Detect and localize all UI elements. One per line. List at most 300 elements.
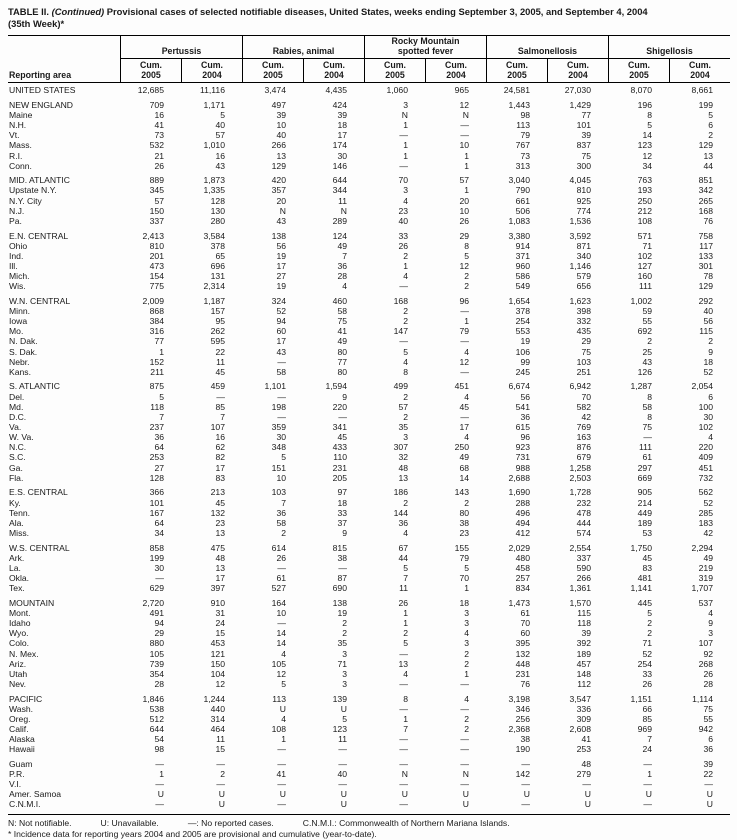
value-cell: 4 [403,195,408,206]
value-cell: 420 [271,175,286,186]
reporting-area-cell: E.S. CENTRAL [9,487,68,498]
value-cell: 1,287 [630,381,652,392]
table-row [8,734,730,744]
value-cell: 33 [337,507,347,518]
reporting-area-cell: V.I. [9,779,22,790]
value-cell: 880 [149,638,164,649]
reporting-area-cell: Tenn. [9,507,31,518]
value-cell: 4 [403,356,408,367]
value-cell: — [277,758,286,769]
value-cell: 95 [215,316,225,327]
value-cell: 5 [647,607,652,618]
value-cell: 2 [464,497,469,508]
value-cell: 48 [215,552,225,563]
value-cell: 2,554 [569,542,591,553]
value-cell: 58 [337,306,347,316]
value-cell: 1 [281,734,286,745]
value-cell: 113 [516,120,530,131]
reporting-area-cell: N. Mex. [9,648,39,659]
value-cell: U [218,789,225,800]
value-cell: 164 [271,597,286,608]
group-label-line2: Pertussis [161,45,202,56]
table-body [8,85,730,809]
value-cell: 5 [220,109,225,120]
value-cell: 2,413 [142,230,164,241]
value-cell: 250 [637,195,652,206]
value-cell: 2 [464,648,469,659]
value-cell: 111 [638,442,652,453]
value-cell: 1,244 [203,693,225,704]
reporting-area-cell: MOUNTAIN [9,597,55,608]
value-cell: 1,570 [569,597,591,608]
value-cell: 142 [515,769,530,780]
value-cell: U [279,703,286,714]
value-cell: — [277,618,286,629]
value-cell: 341 [332,422,347,433]
value-cell: 1,187 [203,295,225,306]
value-cell: 75 [337,316,347,327]
table-row [8,381,730,391]
value-cell: 32 [398,452,408,463]
value-cell: 83 [642,562,652,573]
value-cell: 17 [459,422,469,433]
value-cell: 132 [210,507,225,518]
value-cell: 7 [403,573,408,584]
value-cell: — [460,130,469,141]
value-cell: 41 [581,734,591,745]
table-section [8,100,730,171]
reporting-area-cell: Wis. [9,281,26,292]
table-row [8,563,730,573]
value-cell: 354 [149,668,164,679]
value-cell: 925 [576,195,591,206]
footnote-asterisk: * Incidence data for reporting years 2004 and 2005 are provisional and cumulative (year-to-date). [8,828,377,839]
value-cell: — [460,758,469,769]
value-cell: 2 [647,336,652,347]
value-cell: 3 [403,99,408,110]
value-cell: 11 [338,734,347,745]
value-cell: 16 [154,109,164,120]
value-cell: 22 [703,769,713,780]
value-cell: 57 [215,130,225,141]
value-cell: 58 [642,401,652,412]
value-cell: 186 [393,487,408,498]
value-cell: 201 [149,250,164,261]
table-row [8,463,730,473]
value-cell: — [643,779,652,790]
value-cell: 12 [276,668,286,679]
value-cell: 52 [642,648,652,659]
value-cell: 2 [464,271,469,282]
value-cell: 2 [403,497,408,508]
value-cell: 3,040 [508,175,530,186]
value-cell: 342 [698,185,713,196]
value-cell: 7 [281,497,286,508]
value-cell: 168 [698,205,713,216]
value-cell: 199 [698,99,713,110]
value-cell: 17 [276,260,286,271]
value-cell: 39 [337,109,347,120]
value-cell: 348 [271,442,286,453]
value-cell: 24 [215,618,225,629]
reporting-area-cell: N. Dak. [9,336,38,347]
value-cell: 17 [215,573,225,584]
value-cell: 769 [576,422,591,433]
value-cell: 132 [515,648,530,659]
value-cell: 7 [342,250,347,261]
column-group-salmonellosis [486,36,608,59]
value-cell: 16 [215,432,225,443]
value-cell: 17 [337,130,347,141]
value-cell: 457 [576,658,591,669]
value-cell: 1 [403,120,408,131]
value-cell: 38 [520,734,530,745]
table-row [8,498,730,508]
value-cell: 292 [698,295,713,306]
value-cell: 2 [403,316,408,327]
value-cell: 541 [515,401,530,412]
value-cell: 94 [276,316,286,327]
value-cell: 133 [698,250,713,261]
value-cell: 2 [464,713,469,724]
value-cell: 49 [337,336,347,347]
value-cell: 40 [276,130,286,141]
value-cell: 8 [403,366,408,377]
value-cell: 48 [581,758,591,769]
value-cell: 13 [398,472,408,483]
reporting-area-cell: N.Y. City [9,195,42,206]
value-cell: 41 [276,769,286,780]
value-cell: 18 [337,497,347,508]
value-cell: 22 [215,346,225,357]
value-cell: 26 [154,160,164,171]
value-cell: 45 [215,366,225,377]
value-cell: 38 [337,552,347,563]
value-cell: 67 [398,542,408,553]
value-cell: 193 [637,185,652,196]
value-cell: 79 [459,326,469,337]
value-cell: 553 [515,326,530,337]
value-cell: 214 [637,497,652,508]
value-cell: 129 [698,281,713,292]
value-cell: 1,101 [264,381,286,392]
value-cell: 98 [520,109,530,120]
value-cell: — [399,130,408,141]
value-cell: — [399,678,408,689]
value-cell: 1,536 [569,215,591,226]
value-cell: 359 [271,422,286,433]
value-cell: — [155,758,164,769]
value-cell: 43 [276,215,286,226]
value-cell: 13 [398,658,408,669]
value-cell: 449 [637,507,652,518]
value-cell: 71 [642,240,652,251]
table-row [8,357,730,367]
value-cell: 143 [454,487,469,498]
value-cell: 739 [149,658,164,669]
value-cell: 61 [276,573,286,584]
value-cell: 1,429 [569,99,591,110]
value-cell: 127 [637,260,652,271]
value-cell: 16 [215,150,225,161]
value-cell: 1 [464,185,469,196]
table-row [8,769,730,779]
value-cell: U [523,789,530,800]
value-cell: 1 [159,346,164,357]
value-cell: — [216,758,225,769]
value-cell: 155 [454,542,469,553]
value-cell: 8,661 [691,85,713,96]
table-section [8,296,730,377]
reporting-area-cell: Colo. [9,638,30,649]
value-cell: — [460,734,469,745]
value-cell: N [279,205,286,216]
value-cell: 494 [515,517,530,528]
value-cell: 889 [149,175,164,186]
value-cell: 384 [149,316,164,327]
value-cell: 2 [464,281,469,292]
value-cell: 27 [276,271,286,282]
value-cell: 36 [398,517,408,528]
value-cell: — [338,779,347,790]
value-cell: 6 [708,391,713,402]
table-row [8,140,730,150]
value-cell: 257 [515,573,530,584]
value-cell: 409 [698,452,713,463]
value-cell: 45 [642,552,652,563]
value-cell: 232 [576,497,591,508]
value-cell: 21 [154,150,164,161]
value-cell: 30 [276,432,286,443]
value-cell: 43 [215,160,225,171]
value-cell: 167 [149,507,164,518]
value-cell: — [277,799,286,810]
value-cell: 33 [642,668,652,679]
value-cell: 106 [515,346,530,357]
table-row [8,151,730,161]
value-cell: 448 [515,658,530,669]
value-cell: 775 [149,281,164,292]
value-cell: 512 [149,713,164,724]
value-cell: 460 [332,295,347,306]
value-cell: 123 [332,723,347,734]
table-row [8,336,730,346]
value-cell: 113 [272,693,286,704]
value-cell: 5 [403,638,408,649]
subheader-cum-2005: Cum. 2005 [608,59,669,82]
value-cell: 28 [703,678,713,689]
reporting-area-cell: W. Va. [9,432,34,443]
value-cell: 480 [515,552,530,563]
value-cell: 346 [515,703,530,714]
value-cell: 17 [215,462,225,473]
table-section [8,85,730,95]
value-cell: 57 [459,175,469,186]
value-cell: 3 [464,638,469,649]
value-cell: — [277,779,286,790]
value-cell: U [706,799,713,810]
value-cell: 78 [703,271,713,282]
reporting-area-cell: N.C. [9,442,27,453]
value-cell: 690 [332,583,347,594]
value-cell: 121 [210,648,225,659]
value-cell: U [157,789,164,800]
value-cell: 251 [576,366,591,377]
value-cell: 70 [398,175,408,186]
value-cell: 4 [403,271,408,282]
value-cell: 2 [403,306,408,316]
value-cell: 875 [149,381,164,392]
value-cell: 104 [210,668,225,679]
value-cell: 3,584 [203,230,225,241]
value-cell: 83 [215,472,225,483]
reporting-area-cell: Oreg. [9,713,31,724]
value-cell: 2 [708,130,713,141]
value-cell: 7 [403,723,408,734]
value-cell: 123 [637,140,652,151]
value-cell: N [401,109,408,120]
value-cell: — [338,744,347,755]
value-cell: 1 [464,150,469,161]
value-cell: — [155,779,164,790]
value-cell: 77 [154,336,164,347]
value-cell: 58 [276,366,286,377]
value-cell: — [643,758,652,769]
value-cell: 571 [637,230,652,241]
value-cell: 1 [403,150,408,161]
value-cell: 49 [459,452,469,463]
value-cell: 20 [459,195,469,206]
table-row [8,196,730,206]
value-cell: 212 [637,205,652,216]
value-cell: 8 [464,240,469,251]
table-bottom-rule [8,814,730,815]
value-cell: — [277,744,286,755]
table-row [8,779,730,789]
value-cell: 45 [459,401,469,412]
reporting-area-cell: Mass. [9,140,32,151]
value-cell: 444 [576,517,591,528]
value-cell: U [645,789,652,800]
group-label-line1: Rocky Mountain [391,36,460,47]
value-cell: 28 [154,678,164,689]
value-cell: 5 [403,346,408,357]
value-cell: 1 [403,618,408,629]
footnote-dash: —: No reported cases. [187,817,274,828]
reporting-area-cell: Idaho [9,618,31,629]
value-cell: 3,547 [569,693,591,704]
value-cell: N [401,769,408,780]
value-cell: — [521,799,530,810]
value-cell: 105 [149,648,164,659]
value-cell: 43 [642,356,652,367]
value-cell: 345 [149,185,164,196]
value-cell: 1,707 [691,583,713,594]
value-cell: 10 [276,607,286,618]
value-cell: 39 [581,130,591,141]
value-cell: 40 [215,120,225,131]
reporting-area-cell: La. [9,562,21,573]
value-cell: 75 [581,346,591,357]
table-row [8,553,730,563]
value-cell: 71 [642,638,652,649]
value-cell: 378 [210,240,225,251]
value-cell: 340 [576,250,591,261]
value-cell: 76 [703,215,713,226]
value-cell: 138 [271,230,286,241]
reporting-area-cell: Hawaii [9,744,35,755]
value-cell: — [399,734,408,745]
value-cell: 301 [698,260,713,271]
value-cell: 266 [271,140,286,151]
value-cell: 758 [698,230,713,241]
value-cell: 297 [637,462,652,473]
value-cell: 40 [398,215,408,226]
value-cell: 49 [337,240,347,251]
value-cell: 13 [215,527,225,538]
value-cell: 110 [333,452,347,463]
value-cell: 435 [576,326,591,337]
value-cell: 1,594 [325,381,347,392]
value-cell: 118 [577,618,591,629]
value-cell: 451 [454,381,469,392]
value-cell: 150 [210,658,225,669]
value-cell: 148 [576,668,591,679]
value-cell: 39 [703,758,713,769]
value-cell: 36 [154,432,164,443]
table-row [8,714,730,724]
value-cell: 3 [464,618,469,629]
value-cell: 190 [515,744,530,755]
value-cell: 497 [271,99,286,110]
reporting-area-cell: Nev. [9,678,27,689]
value-cell: 2,608 [569,723,591,734]
value-cell: 129 [271,160,286,171]
value-cell: 154 [149,271,164,282]
value-cell: 4,045 [569,175,591,186]
value-cell: 26 [398,240,408,251]
value-cell: 767 [515,140,530,151]
value-cell: 56 [703,316,713,327]
value-cell: — [460,366,469,377]
value-cell: 73 [154,130,164,141]
reporting-area-cell: E.N. CENTRAL [9,230,69,241]
reporting-area-cell: Minn. [9,306,31,316]
table-title-number: TABLE II. [8,6,49,17]
value-cell: 101 [149,497,164,508]
value-cell: 6 [708,120,713,131]
value-cell: 129 [698,140,713,151]
value-cell: 126 [637,366,652,377]
value-cell: 31 [215,607,225,618]
value-cell: 30 [154,562,164,573]
value-cell: 3 [342,668,347,679]
value-cell: 49 [703,552,713,563]
value-cell: 56 [520,391,530,402]
value-cell: 475 [210,542,225,553]
reporting-area-header: Reporting area [9,70,72,81]
value-cell: 910 [210,597,225,608]
subheader-cum-2005: Cum. 2005 [120,59,181,82]
value-cell: 1,473 [508,597,530,608]
value-cell: 774 [576,205,591,216]
value-cell: 858 [149,542,164,553]
value-cell: 8 [647,109,652,120]
value-cell: 151 [271,462,286,473]
value-cell: 70 [459,573,469,584]
value-cell: 574 [576,527,591,538]
value-cell: — [338,758,347,769]
